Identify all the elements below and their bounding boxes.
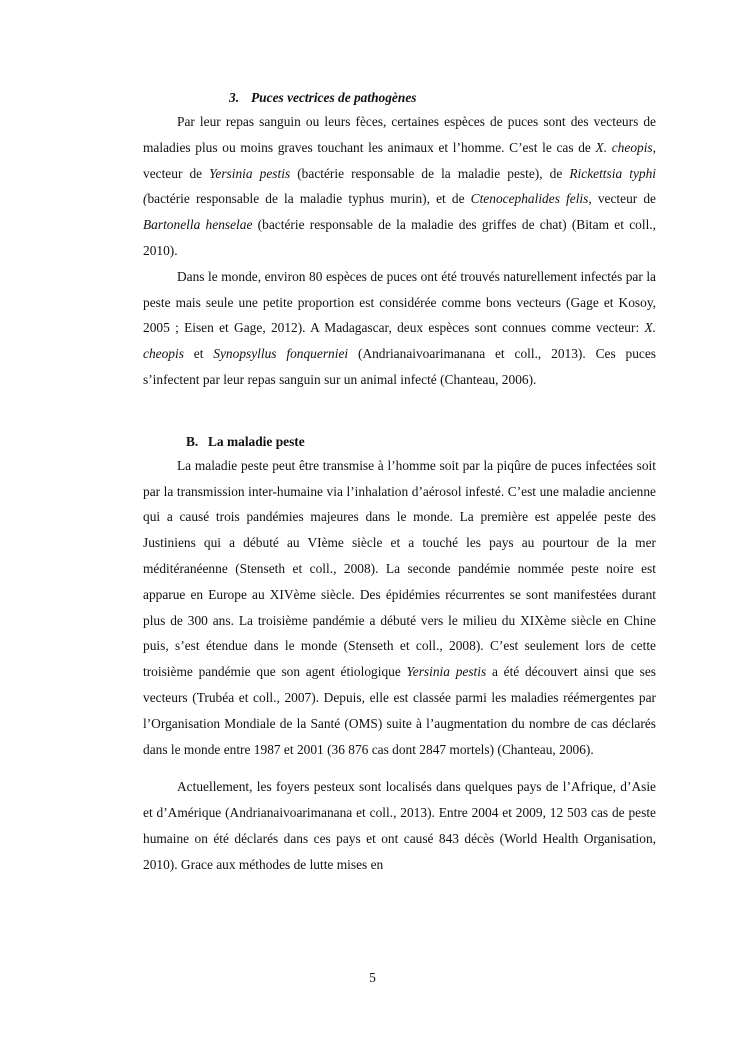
section-3-number: 3. [229,90,240,105]
text-run: bactérie responsable de la maladie typhus murin), et de [147,191,471,207]
section-3-title: Puces vectrices de pathogènes [251,90,417,105]
text-run: Dans le monde, environ 80 espèces de puces ont été trouvés naturellement infectés par la peste mais seule une petite proportion est considérée comme bons vecteurs (Gage et Kosoy, 2005 ; Eisen et Gage, 2012). A Madagascar, deux espèces sont connues comme vecteur: [143,268,656,336]
page-number: 5 [369,970,376,985]
species-name: X. cheopis, [595,139,656,155]
text-run: a été découvert ainsi que ses vecteurs (Trubéa et coll., 2007). Depuis, elle est classée parmi les maladies réémergentes par l’Organisation Mondiale de la Santé (OMS) suite à l’augmentation du nombre de cas déclarés dans le monde entre 1987 et 2001 (36 876 cas dont 2847 mortels) (Chanteau, 2006). [143,664,657,757]
species-name: Yersinia pestis [209,165,291,181]
species-name: Synopsyllus fonquerniei [213,346,349,362]
text-run: (bactérie responsable de la maladie des griffes de chat) (Bitam et coll., 2010). [143,217,656,258]
section-3-paragraph-2 [143,264,656,393]
species-name: X. cheopis [143,320,656,362]
species-name: Bartonella henselae [143,217,253,233]
section-b-paragraph-2: Actuellement, les foyers pesteux sont localisés dans quelques pays de l’Afrique, d’Asie et d’Amérique (Andrianaivoarimanana et coll., 2013). Entre 2004 et 2009, 12 503 cas de peste humaine on été déclarés dans ces pays et ont causé 843 décès (World Health Organisation, 2010). Grace aux méthodes de lutte mises en [143,779,656,872]
text-run: (bactérie responsable de la maladie peste), de [290,165,570,181]
text-run: et [183,346,214,362]
text-run: vecteur de [143,165,210,181]
text-run: Par leur repas sanguin ou leurs fèces, certaines espèces de puces sont des vecteurs de maladies plus ou moins graves touchant les animaux et l’homme. C’est le cas de [143,114,656,155]
page-content [143,87,656,878]
section-b-paragraph-1 [143,453,656,763]
section-spacer [143,393,656,431]
species-name: Yersinia pestis [406,664,487,680]
species-name: Ctenocephalides felis, [470,191,592,207]
text-run: (Andrianaivoarimanana et coll., 2013). Ces puces s’infectent par leur repas sanguin sur un animal infecté (Chanteau, 2006). [143,346,657,387]
section-b-heading [186,431,656,453]
section-b-title: La maladie peste [208,433,305,449]
section-3-heading [229,87,656,109]
species-name: Rickettsia typhi ( [143,165,656,207]
text-run: La maladie peste peut être transmise à l’homme soit par la piqûre de puces infectées soit par la transmission inter-humaine via l’inhalation d’aérosol infesté. C’est une maladie ancienne qui a causé trois pandémies majeures dans le monde. La première est appelée peste des Justiniens qui a débuté au VIème siècle et a touché les pays au pourtour de la mer méditéranéenne (Stenseth et coll., 2008). La seconde pandémie nommée peste noire est apparue en Europe au XIVème siècle. Des épidémies récurrentes se sont manifestées durant plus de 300 ans. La troisième pandémie a débuté vers le milieu du XIXème siècle en Chine puis, s’est étendue dans le monde (Stenseth et coll., 2008). C’est seulement lors de cette troisième pandémie que son agent étiologique [143,457,656,680]
text-run: vecteur de [591,191,656,207]
section-b-number: B. [186,433,199,449]
section-3-paragraph-1 [143,109,656,264]
